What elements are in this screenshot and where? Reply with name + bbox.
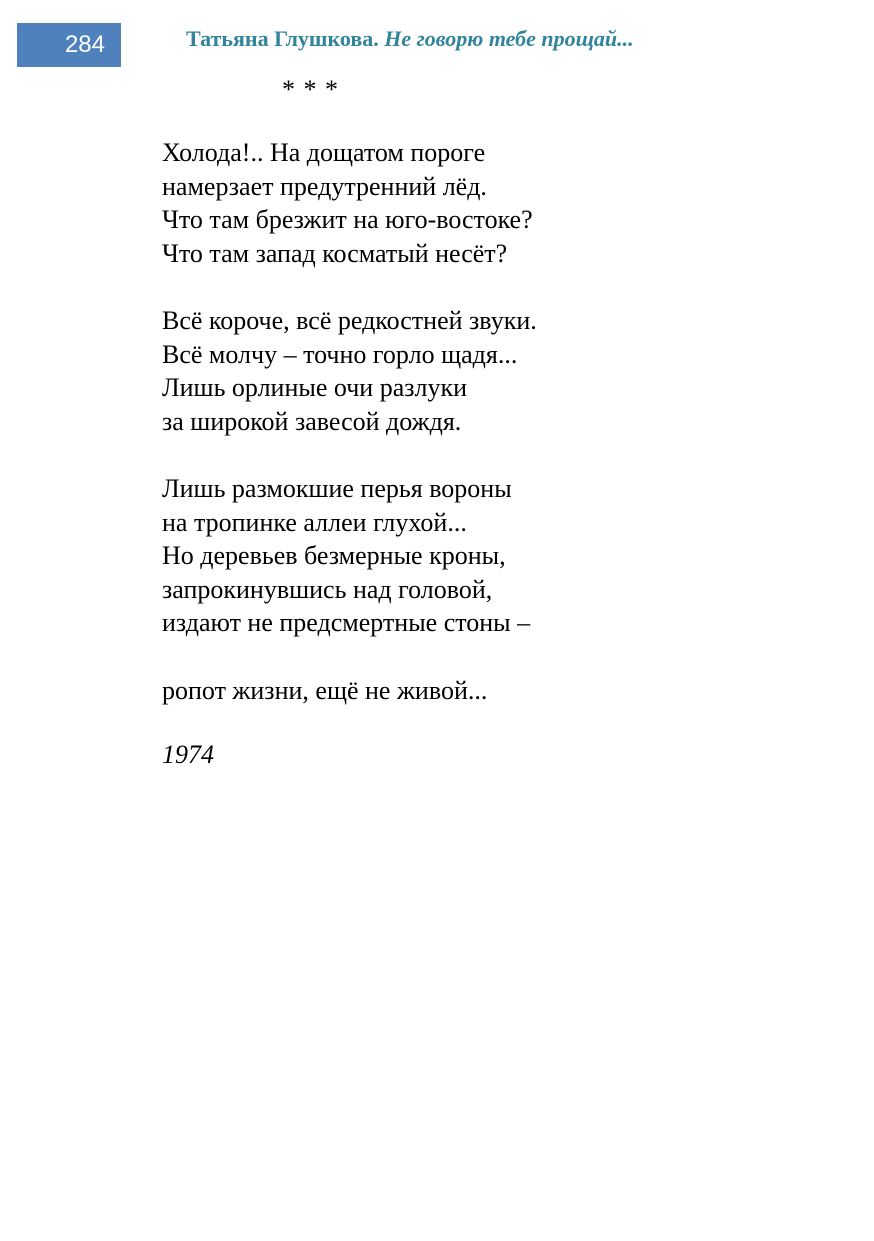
poem-line: Что там запад косматый несёт?: [162, 238, 508, 268]
poem-date: 1974: [162, 740, 214, 769]
stanza-4: [162, 674, 537, 708]
stanza-2: [162, 304, 537, 438]
poem-line: Лишь орлиные очи разлуки: [162, 373, 468, 403]
stanza-3: [162, 472, 537, 640]
poem-line: ропот жизни, ещё не живой...: [162, 675, 488, 705]
poem-line: Лишь размокшие перья вороны: [162, 473, 512, 503]
header-author: Татьяна Глушкова.: [186, 26, 379, 51]
poem-line: Всё короче, всё редкостней звуки.: [162, 305, 537, 335]
stanza-1: [162, 136, 537, 270]
poem-line: на тропинке аллеи глухой...: [162, 507, 467, 537]
poem-line: за широкой завесой дождя.: [162, 406, 462, 436]
poem-line: Но деревьев безмерные кроны,: [162, 541, 506, 571]
poem-line: намерзает предутренний лёд.: [162, 171, 487, 201]
poem-line: запрокинувшись над головой,: [162, 574, 493, 604]
poem-line: Холода!.. На дощатом пороге: [162, 138, 486, 167]
poem-line: Всё молчу – точно горло щадя...: [162, 339, 518, 369]
header-book-title: Не говорю тебе прощай...: [384, 26, 634, 51]
poem-title-asterisks: * * *: [282, 75, 339, 104]
poem-line: Что там брезжит на юго-востоке?: [162, 205, 533, 235]
page-number-badge: 284: [17, 23, 121, 67]
poem-body: [162, 136, 537, 741]
poem-line: издают не предсмертные стоны –: [162, 608, 531, 638]
running-header: [186, 25, 634, 53]
